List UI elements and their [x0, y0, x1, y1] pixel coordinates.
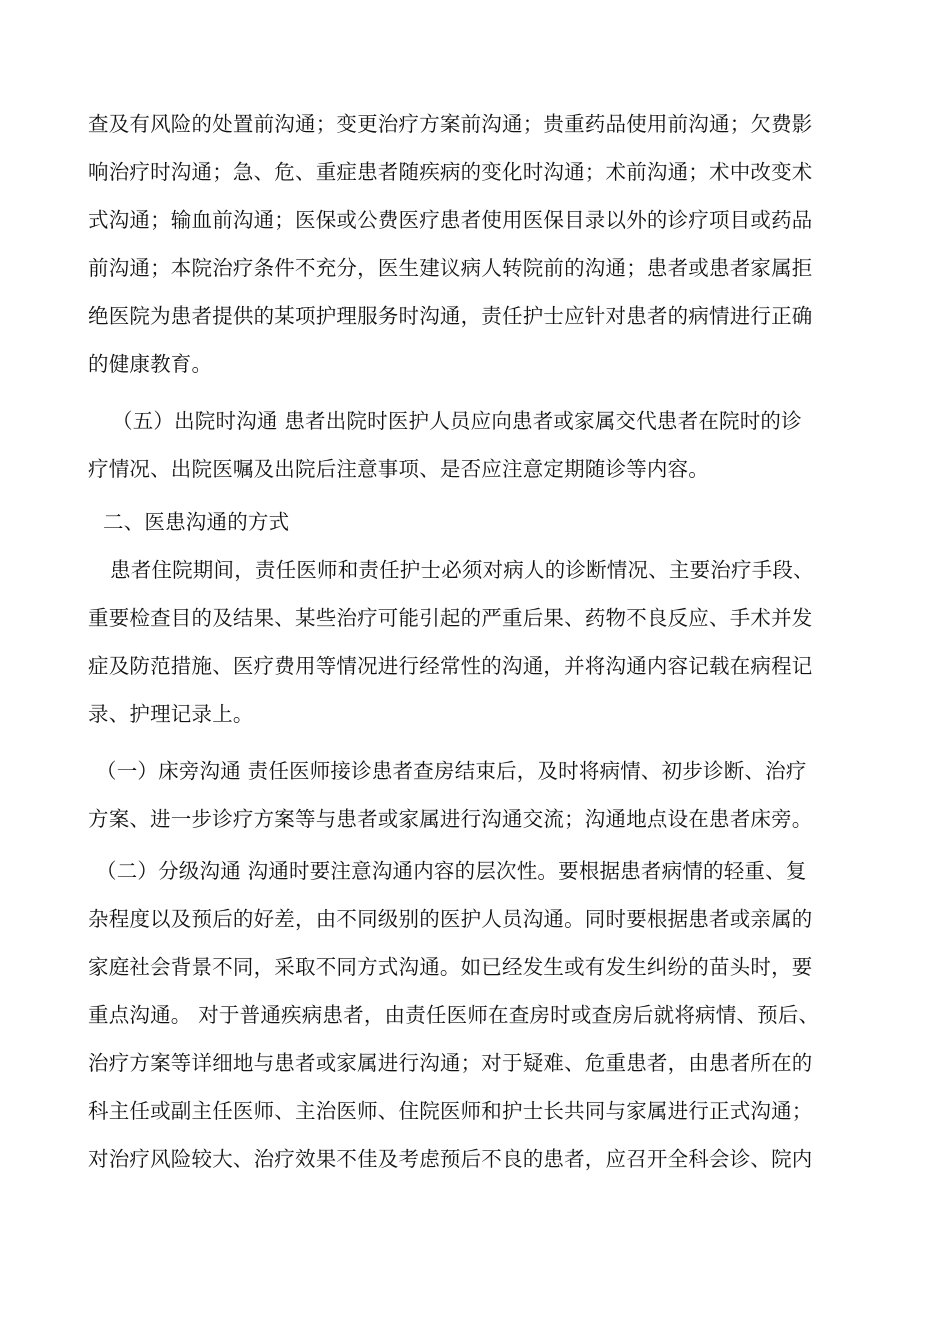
- text-line: 录、护理记录上。: [88, 702, 254, 726]
- text-line: 家庭社会背景不同，采取不同方式沟通。如已经发生或有发生纠纷的苗头时，要: [88, 955, 813, 979]
- text-line: 的健康教育。: [88, 352, 213, 376]
- text-line: 前沟通；本院治疗条件不充分，医生建议病人转院前的沟通；患者或患者家属拒: [88, 256, 813, 280]
- text-line: 式沟通；输血前沟通；医保或公费医疗患者使用医保目录以外的诊疗项目或药品: [88, 208, 813, 232]
- text-line: 科主任或副主任医师、主治医师、住院医师和护士长共同与家属进行正式沟通；: [88, 1099, 813, 1123]
- section-heading-discharge-communication: （五）出院时沟通 患者出院时医护人员应向患者或家属交代患者在院时的诊: [112, 409, 802, 433]
- text-line: 杂程度以及预后的好差，由不同级别的医护人员沟通。同时要根据患者或亲属的: [88, 907, 813, 931]
- section-heading-bedside-communication: （一）床旁沟通 责任医师接诊患者查房结束后，及时将病情、初步诊断、治疗: [96, 759, 807, 783]
- section-heading-graded-communication: （二）分级沟通 沟通时要注意沟通内容的层次性。要根据患者病情的轻重、复: [96, 859, 807, 883]
- text-line: 症及防范措施、医疗费用等情况进行经常性的沟通，并将沟通内容记载在病程记: [88, 654, 813, 678]
- text-line: 重要检查目的及结果、某些治疗可能引起的严重后果、药物不良反应、手术并发: [88, 606, 813, 630]
- text-line: 绝医院为患者提供的某项护理服务时沟通，责任护士应针对患者的病情进行正确: [88, 304, 813, 328]
- text-line: 响治疗时沟通；急、危、重症患者随疾病的变化时沟通；术前沟通；术中改变术: [88, 160, 813, 184]
- text-line: 查及有风险的处置前沟通；变更治疗方案前沟通；贵重药品使用前沟通；欠费影: [88, 112, 813, 136]
- section-heading-communication-methods: 二、医患沟通的方式: [103, 510, 290, 534]
- text-line: 疗情况、出院医嘱及出院后注意事项、是否应注意定期随诊等内容。: [88, 457, 709, 481]
- text-line: 方案、进一步诊疗方案等与患者或家属进行沟通交流；沟通地点设在患者床旁。: [88, 807, 813, 831]
- text-line: 重点沟通。 对于普通疾病患者，由责任医师在查房时或查房后就将病情、预后、: [88, 1003, 820, 1027]
- text-line: 治疗方案等详细地与患者或家属进行沟通；对于疑难、危重患者，由患者所在的: [88, 1051, 813, 1075]
- text-line: 对治疗风险较大、治疗效果不佳及考虑预后不良的患者，应召开全科会诊、院内: [88, 1147, 813, 1171]
- text-line: 患者住院期间，责任医师和责任护士必须对病人的诊断情况、主要治疗手段、: [110, 558, 814, 582]
